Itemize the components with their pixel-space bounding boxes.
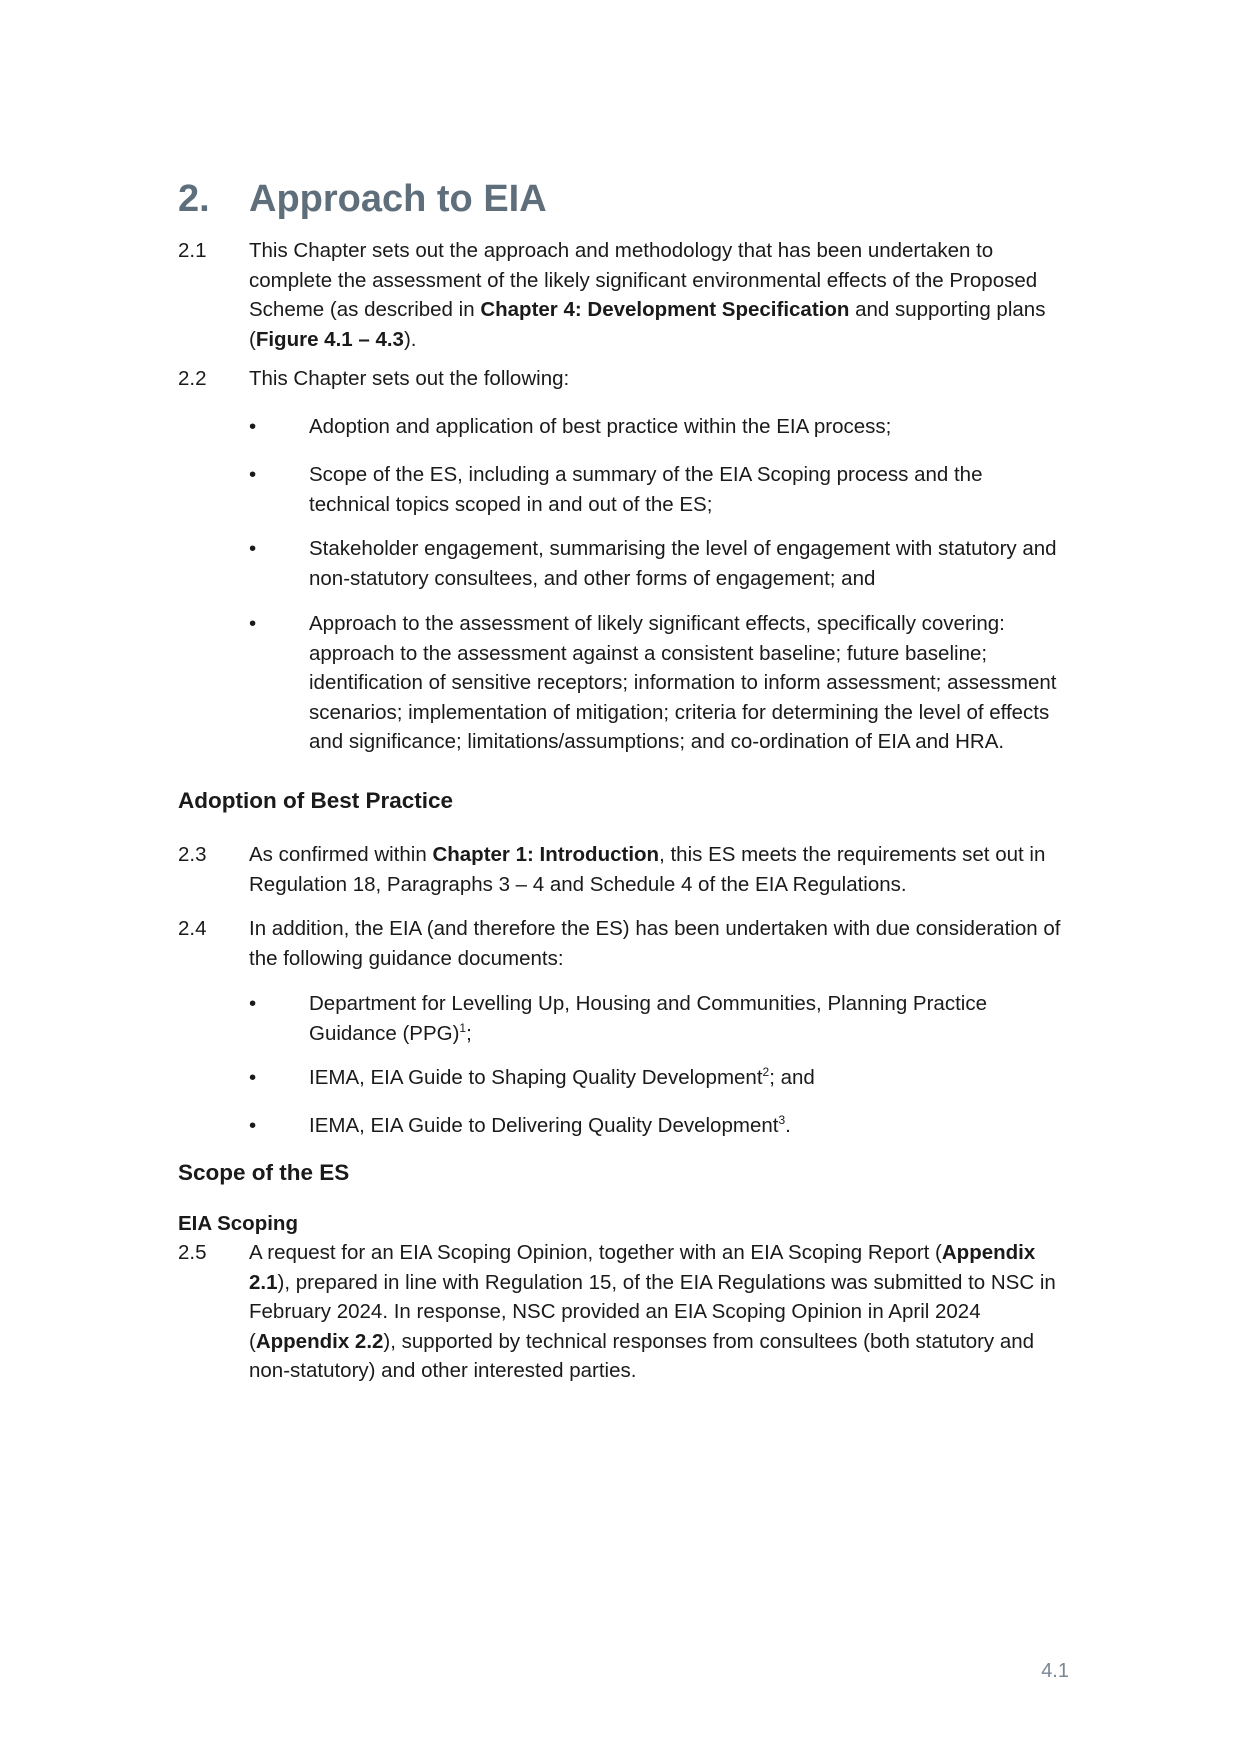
- page-number: 4.1: [1041, 1660, 1069, 1682]
- paragraph-text: [249, 236, 1068, 354]
- list-item-text: Stakeholder engagement, summarising the level of engagement with statutory and non-statutory consultees, and other forms of engagement; and: [309, 537, 1057, 590]
- list-item: [249, 1111, 1069, 1141]
- paragraph-text: [249, 840, 1068, 899]
- paragraph-number: 2.1: [178, 239, 207, 262]
- list-item: [249, 1063, 1069, 1093]
- text-run: ;: [466, 1021, 472, 1045]
- paragraph-text: In addition, the EIA (and therefore the ES) has been undertaken with due consideration of the following guidance documents:: [249, 917, 1061, 970]
- text-run: IEMA, EIA Guide to Delivering Quality Development: [309, 1114, 779, 1137]
- list-item-text: [309, 1111, 1069, 1141]
- paragraph-number: 2.3: [178, 843, 207, 866]
- text-run: .: [785, 1114, 791, 1137]
- list-item: [249, 534, 1069, 593]
- text-run: This Chapter sets out the approach and methodology that has been undertaken to complete the assessment of the likely significant environmental effects of the Proposed Scheme (as described in: [249, 239, 1038, 321]
- bullet-icon: •: [249, 992, 257, 1015]
- text-run: ), supported by technical responses from consultees (both statutory and non-statutory) and other interested parties.: [249, 1329, 1035, 1382]
- paragraph-2-4: [178, 914, 1068, 973]
- footnote-marker: 2: [762, 1065, 770, 1080]
- list-item: [249, 609, 1069, 757]
- list-item-text: Scope of the ES, including a summary of the EIA Scoping process and the technical topics scoped in and out of the ES;: [309, 463, 983, 516]
- figure-reference: Figure 4.1 – 4.3: [255, 327, 404, 351]
- bullet-icon: •: [249, 415, 257, 438]
- text-run: As confirmed within: [249, 843, 433, 866]
- chapter-title: [178, 178, 547, 221]
- footnote-marker: 3: [778, 1113, 786, 1128]
- paragraph-text: This Chapter sets out the following:: [249, 367, 570, 390]
- paragraph-2-3: [178, 840, 1068, 899]
- paragraph-number: 2.2: [178, 367, 207, 390]
- text-run: ).: [403, 327, 417, 351]
- bullet-icon: •: [249, 1114, 257, 1137]
- bullet-icon: •: [249, 537, 257, 560]
- paragraph-2-2: [178, 364, 1068, 394]
- paragraph-text: [249, 1238, 1068, 1386]
- paragraph-number: 2.5: [178, 1241, 207, 1264]
- section-heading-scope: Scope of the ES: [178, 1160, 350, 1185]
- text-run: A request for an EIA Scoping Opinion, together with an EIA Scoping Report (: [249, 1241, 942, 1264]
- list-item-text: [309, 989, 1069, 1048]
- paragraph-number: 2.4: [178, 917, 207, 940]
- list-item: [249, 412, 1069, 442]
- chapter-number: 2.: [178, 178, 210, 220]
- chapter-1-reference: Chapter 1: Introduction: [432, 843, 660, 866]
- list-item: [249, 460, 1069, 519]
- list-item: [249, 989, 1069, 1048]
- text-run: and supporting plans (: [249, 298, 1046, 351]
- section-heading-best-practice: Adoption of Best Practice: [178, 788, 454, 813]
- list-item-text: Adoption and application of best practice within the EIA process;: [309, 415, 892, 438]
- subsection-heading-eia-scoping: EIA Scoping: [178, 1212, 298, 1235]
- text-run: Department for Levelling Up, Housing and Communities, Planning Practice Guidance (PPG): [309, 992, 987, 1045]
- list-item-text: [309, 1063, 1069, 1093]
- bullet-icon: •: [249, 612, 257, 635]
- paragraph-2-5: [178, 1238, 1068, 1386]
- chapter-title-text: Approach to EIA: [249, 178, 547, 220]
- text-run: IEMA, EIA Guide to Shaping Quality Development: [309, 1066, 763, 1089]
- appendix-2-1-reference: Appendix 2.1: [249, 1241, 1036, 1294]
- bullet-icon: •: [249, 1066, 257, 1089]
- paragraph-2-1: [178, 236, 1068, 354]
- chapter-4-reference: Chapter 4: Development Specification: [480, 298, 850, 321]
- appendix-2-2-reference: Appendix 2.2: [255, 1329, 384, 1353]
- bullet-icon: •: [249, 463, 257, 486]
- text-run: ), prepared in line with Regulation 15, of the EIA Regulations was submitted to NSC in February 2024. In response, NSC provided an EIA Scoping Opinion in April 2024 (: [249, 1270, 1056, 1353]
- text-run: ; and: [769, 1066, 815, 1089]
- text-run: , this ES meets the requirements set out in Regulation 18, Paragraphs 3 – 4 and Schedule 4 of the EIA Regulations.: [249, 843, 1046, 896]
- list-item-text: Approach to the assessment of likely significant effects, specifically covering: approach to the assessment against a consistent baseline; future baseline; identification of sensitive receptors; information to inform assessment; assessment scenarios; implementation of mitigation; criteria for determining the level of effects and significance; limitations/assumptions; and co-ordination of EIA and HRA.: [309, 612, 1057, 753]
- footnote-marker: 1: [459, 1020, 467, 1035]
